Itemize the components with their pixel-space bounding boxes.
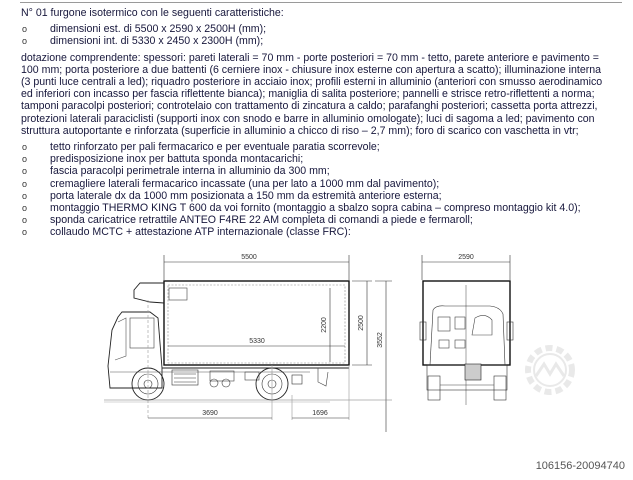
- dim-internal-height: 2200: [321, 317, 328, 333]
- bullet-icon: o: [22, 203, 28, 214]
- dimensions-list: [21, 23, 625, 47]
- list-item: [21, 165, 625, 177]
- dimension-external: dimensioni est. di 5500 x 2590 x 2500H (mm);: [50, 23, 267, 36]
- bullet-icon: o: [22, 142, 28, 153]
- list-item: [21, 141, 625, 153]
- paragraph-line: ed inferiori con incasso per fascia riflettente bianca); maniglia di salita posteriore; pannelli e strisce retro-riflettenti a norma;: [21, 88, 595, 101]
- list-item: [21, 153, 625, 165]
- watermark-gear-icon: [520, 340, 580, 400]
- feature-text: predisposizione inox per battuta sponda montacarichi;: [50, 153, 304, 166]
- feature-text: cremagliere laterali fermacarico incassate (una per lato a 1000 mm dal pavimento);: [50, 177, 440, 190]
- bullet-icon: o: [22, 215, 28, 226]
- list-item: [21, 226, 625, 238]
- feature-text: sponda caricatrice retrattile ANTEO F4RE 22 AM completa di comandi a piede e fermaroll;: [50, 214, 473, 227]
- list-item: [21, 214, 625, 226]
- list-item: [21, 178, 625, 190]
- spec-heading: N° 01 furgone isotermico con le seguenti caratteristiche:: [21, 7, 284, 19]
- dim-external-height: 2500: [358, 315, 365, 331]
- bullet-icon: o: [22, 36, 28, 47]
- dim-total-height: 3552: [377, 332, 384, 348]
- bullet-icon: o: [22, 190, 28, 201]
- paragraph-line: struttura autoportante e rinforzata (superficie in alluminio a chicco di riso – 2,7 mm); foro di scarico con vaschetta in vtr;: [21, 124, 579, 137]
- bullet-icon: o: [22, 227, 28, 238]
- list-item: [21, 35, 625, 47]
- dimension-internal: dimensioni int. di 5330 x 2450 x 2300H (mm);: [50, 35, 264, 48]
- bullet-icon: o: [22, 166, 28, 177]
- bullet-icon: o: [22, 24, 28, 35]
- dim-external-width: 2590: [458, 254, 474, 261]
- paragraph-line: 100 mm; porta posteriore a due battenti (6 cerniere inox - chiusure inox esterne con apertura a scatto); illuminazione interna: [21, 63, 602, 76]
- bullet-icon: o: [22, 154, 28, 165]
- dim-internal-length: 5330: [249, 338, 265, 345]
- paragraph-line: (3 punti luce centrali a led); riquadro posteriore in acciaio inox; profili esterni in alluminio (anteriori con smusso aerodinamico: [21, 76, 603, 89]
- feature-text: fascia paracolpi perimetrale interna in alluminio da 300 mm;: [50, 165, 330, 178]
- dim-wheelbase: 3690: [202, 410, 218, 417]
- list-item: [21, 23, 625, 35]
- top-divider: [20, 2, 622, 3]
- feature-text: porta laterale dx da 1000 mm posizionata a 150 mm da estremità anteriore esterna;: [50, 189, 442, 202]
- dim-external-length: 5500: [241, 254, 257, 261]
- feature-text: collaudo MCTC + attestazione ATP internazionale (classe FRC):: [50, 226, 351, 239]
- feature-text: tetto rinforzato per pali fermacarico e per eventuale paratia scorrevole;: [50, 141, 380, 154]
- paragraph-line: protezioni laterali paraciclisti (supporti inox con snodo e barre in alluminio omologate); luci di sagoma a led; pavimento con: [21, 112, 595, 125]
- paragraph-line: tamponi paracolpi posteriori; controtelaio con trattamento di zincatura a caldo; parafanghi posteriori; cassetta porta attrezzi,: [21, 100, 598, 113]
- specification-text: [21, 7, 625, 239]
- paragraph-line: dotazione comprendente: spessori: pareti laterali = 70 mm - porte posteriori = 70 mm - tetto, parete anteriore e pavimento =: [21, 51, 599, 64]
- dim-rear-overhang: 1696: [312, 410, 328, 417]
- feature-text: montaggio THERMO KING T 600 da voi fornito (montaggio a sbalzo sopra cabina – compreso montaggio kit 4.0);: [50, 202, 581, 215]
- list-item: [21, 190, 625, 202]
- list-item: [21, 202, 625, 214]
- bullet-icon: o: [22, 178, 28, 189]
- reference-code: 106156-20094740: [535, 460, 625, 472]
- equipment-paragraph: [21, 52, 625, 137]
- features-list: [21, 141, 625, 239]
